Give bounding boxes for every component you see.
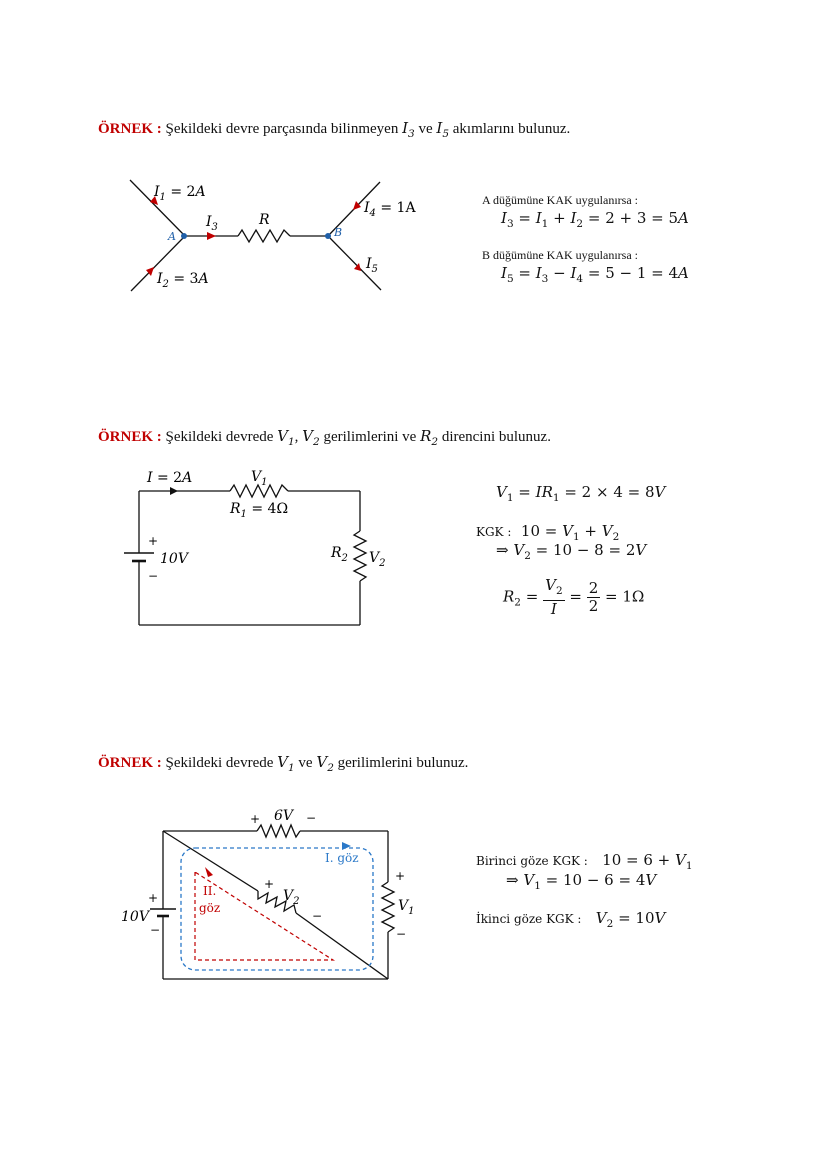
label-i1: $I_1 = 2A$ — [154, 184, 206, 203]
ex1-note-b: B düğümüne KAK uygulanırsa : — [482, 248, 638, 262]
label-i5: $I_5$ — [366, 256, 378, 275]
ex3-eq3: İkinci göze KGK : $V_2 = 10V$ — [476, 909, 666, 930]
ex2-eq4: $R_2$ = $\frac{V_2}{I}$ = $\frac{2}{2}$ = 1Ω — [503, 576, 645, 618]
ex1-question: ÖRNEK : Şekildeki devre parçasında bilinmeyen $I_3$ ve $I_5$ akımlarını bulunuz. — [98, 119, 571, 140]
label-v2-minus: − — [312, 909, 323, 923]
ex3-question: ÖRNEK : Şekildeki devrede $V_1$ ve $V_2$ gerilimlerini bulunuz. — [98, 753, 469, 774]
label-source-plus: + — [148, 891, 159, 905]
label-v1: $V_1$ — [398, 898, 415, 917]
ex3-eq2: ⇒ $V_1 = 10 - 6 = 4V$ — [506, 871, 657, 892]
resistor-v1 — [382, 882, 394, 932]
label-v1-minus: − — [396, 927, 407, 941]
label-6v: 6V — [274, 808, 294, 824]
label-v1-plus: + — [395, 869, 406, 883]
label-i3: $I_3$ — [206, 214, 218, 233]
label-r1: $R_1 = 4\Omega$ — [230, 501, 289, 520]
ex2-eq2: KGK : $10 = V_1 + V_2$ — [476, 522, 620, 543]
node-b-label: B — [334, 226, 343, 239]
label-loop-1: I. göz — [325, 851, 359, 865]
label-6v-minus: − — [306, 811, 317, 825]
ex3-eq1: Birinci göze KGK : $10 = 6 + V_1$ — [476, 851, 693, 872]
label-minus: − — [148, 569, 159, 583]
node-a-label: A — [168, 230, 176, 243]
label-r2: $R_2$ — [331, 545, 348, 564]
label-v2: $V_2$ — [369, 550, 386, 569]
ex2-eq3: ⇒ $V_2 = 10 - 8 = 2V$ — [496, 541, 647, 562]
ornek-label: ÖRNEK : — [98, 121, 162, 137]
loop-2-arrow — [205, 867, 213, 877]
label-v2: $V_2$ — [283, 888, 300, 907]
loop-1-arrow — [342, 842, 351, 850]
label-i4: $I_4 = 1A$ — [364, 200, 416, 219]
label-loop-2b: göz — [199, 901, 221, 915]
label-source-minus: − — [150, 923, 161, 937]
resistor-6v — [257, 825, 300, 837]
ex1-eq-a: $I_3 = I_1 + I_2 = 2 + 3 = 5A$ — [501, 209, 689, 230]
ex1-eq-b: $I_5 = I_3 - I_4 = 5 - 1 = 4A$ — [501, 264, 689, 285]
label-plus: + — [148, 534, 159, 548]
label-current: I = 2A — [147, 470, 193, 486]
ex2-eq1: $V_1 = IR_1 = 2 \times 4 = 8V$ — [496, 483, 666, 504]
label-r: R — [259, 212, 270, 228]
ex2-question: ÖRNEK : Şekildeki devrede $V_1$, $V_2$ gerilimlerini ve $R_2$ direncini bulunuz. — [98, 427, 551, 448]
label-v1: $V_1$ — [251, 469, 268, 488]
label-6v-plus: + — [250, 812, 261, 826]
ex1-note-a: A düğümüne KAK uygulanırsa : — [482, 193, 638, 207]
label-source: 10V — [121, 909, 149, 925]
label-v2-plus: + — [264, 877, 275, 891]
label-source: 10V — [160, 551, 188, 567]
label-loop-2: II. — [203, 884, 217, 898]
label-i2: $I_2 = 3A$ — [157, 271, 209, 290]
